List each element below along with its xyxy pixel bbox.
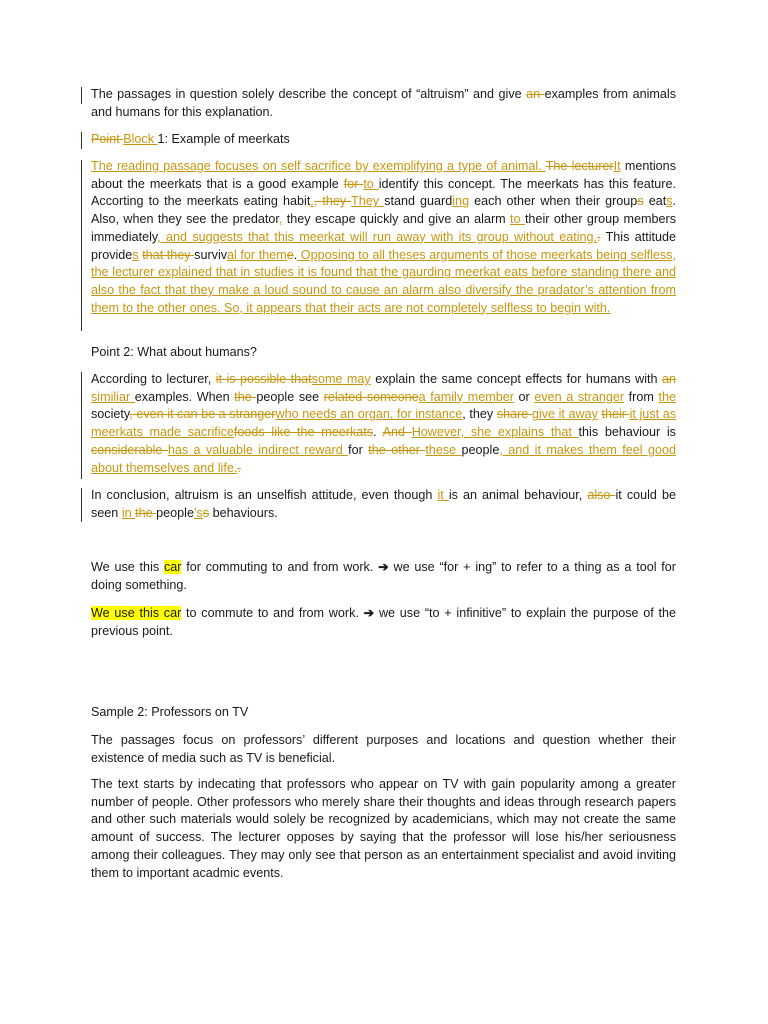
text-run: examples from animals and humans for this explanation. [91, 87, 677, 119]
deleted-text: The lecturer [545, 159, 614, 173]
inserted-text: Block [123, 132, 158, 146]
text-run: This attitude provide [91, 229, 676, 262]
text-run: The passages in question solely describe the concept of “altruism” and give [91, 87, 527, 101]
text-run: people see [256, 389, 324, 404]
inserted-text: it [437, 488, 449, 502]
highlighted-text: We use this car [91, 606, 182, 620]
text-run: mentions about the meerkats that is a good example [91, 159, 676, 191]
inserted-text: in [121, 505, 136, 520]
deleted-text: that they [142, 247, 195, 262]
sample2-heading [91, 704, 676, 722]
inserted-text: , and it makes them feel good about themselves and life. [91, 442, 677, 475]
text-run: or [513, 389, 535, 404]
text-run: from [624, 389, 659, 404]
sample2-body [91, 776, 676, 882]
inserted-text: a family member [418, 389, 514, 404]
deleted-text: , they [313, 194, 352, 209]
change-bar [81, 160, 82, 331]
deleted-text: share [496, 407, 532, 422]
text-run: for [348, 442, 369, 457]
deleted-text: an [526, 87, 545, 101]
inserted-text: these [425, 442, 462, 457]
deleted-text: s [637, 194, 644, 209]
inserted-text: ing [452, 194, 470, 209]
inserted-text: some may [311, 372, 371, 386]
text-run: people [156, 505, 194, 520]
inserted-text: the [658, 389, 676, 404]
text-run: 1: Example of meerkats [157, 132, 290, 146]
deleted-text: the other [368, 442, 426, 457]
text-run: to commute to and from work. [181, 606, 364, 620]
deleted-text: considerable [91, 442, 168, 457]
text-run: for commuting to and from work. [181, 560, 379, 574]
text-run: . [293, 247, 298, 262]
inserted-text: to [363, 176, 379, 191]
text-run: In conclusion, altruism is an unselfish attitude, even though [91, 488, 438, 502]
inserted-text: even a stranger [534, 389, 625, 404]
text-run: The text starts by indecating that professors who appear on TV with gain popularity among a greater number of people. Other professors who merely share their thoughts and ideas through research papers and other such materials would solely be recognized by academicians, which may not create the same amount of success. The lecturer opposes by saying that the professor will lose his/her seriousness among their colleagues. They may only see that person as an entertainment specialist and avoid inviting them to important acadmic events. [91, 777, 676, 880]
point2-heading [91, 344, 676, 362]
change-bar [81, 488, 82, 522]
text-run: Sample 2: Professors on TV [91, 705, 249, 719]
text-run: society [91, 407, 130, 422]
deleted-text: for [343, 176, 364, 191]
deleted-text: also [587, 488, 616, 502]
highlighted-text: car [163, 560, 182, 574]
text-run: surviv [194, 247, 228, 262]
text-run: we use “to + infinitive” to explain the purpose of the previous point. [91, 606, 677, 638]
change-bar [81, 372, 82, 479]
arrow-icon: ➔ [378, 560, 389, 574]
inserted-text: it just as meerkats made sacrifice [91, 407, 677, 440]
text-run: According to lecturer, [91, 372, 216, 386]
deleted-text: an [661, 372, 676, 386]
inserted-text: s [132, 247, 139, 262]
text-run: eat [643, 194, 667, 209]
inserted-text: who needs an organ, for instance [275, 407, 463, 422]
text-run: We use this [91, 560, 164, 574]
text-run: we use “for + ing” to refer to a thing as a tool for doing something. [91, 560, 676, 592]
text-run: Point 2: What about humans? [91, 345, 257, 359]
deleted-text: the [234, 389, 257, 404]
inserted-text: It [613, 159, 621, 173]
change-bar [81, 132, 82, 149]
deleted-text: the [135, 505, 157, 520]
text-run: behaviours. [209, 505, 278, 520]
inserted-text: However, she explains that [411, 425, 579, 440]
text-run: each other when their group [469, 194, 638, 209]
text-run: The passages focus on professors’ different purposes and locations and question whether their existence of media such as TV is beneficial. [91, 733, 676, 765]
text-run: this behaviour is [578, 425, 676, 440]
inserted-text: They [351, 194, 385, 209]
sample2-summary [91, 732, 676, 767]
humans-paragraph [91, 371, 676, 477]
deleted-text: Point [91, 132, 124, 146]
conclusion-paragraph [91, 487, 676, 522]
change-bar [81, 87, 82, 104]
inserted-text: Opposing to all theses arguments of those meerkats being selfless, the lecturer explained that in studies it is found that the gaurding meerkat eats before standing there and also the fact that they make a loud sound to cause an alarm also diversify the pradator’s attention from them to the other ones. So, it appears that their acts are not completely selfless to begin with. [91, 247, 677, 315]
inserted-text: s [666, 194, 673, 209]
deleted-text: . [237, 460, 241, 475]
inserted-text: to [510, 212, 525, 227]
intro-paragraph [91, 86, 676, 121]
text-run: explain the same concept effects for humans with [370, 372, 662, 386]
inserted-text: al for them [227, 247, 287, 262]
inserted-text: , and suggests that this meerkat will run away with its group without eating. [157, 229, 598, 244]
block1-heading [91, 131, 676, 149]
text-run: identify this concept. The meerkats has this feature. Accorting to the meerkats eating habit [91, 176, 676, 209]
text-run: people [461, 442, 500, 457]
inserted-text: The reading passage focuses on self sacrifice by exemplifying a type of animal. [91, 159, 546, 173]
text-run: is an animal behaviour, [448, 488, 588, 502]
deleted-text: , even it can be a stranger [129, 407, 276, 422]
grammar-note-2 [91, 605, 676, 640]
text-run: their other group members immediately [91, 212, 677, 244]
inserted-text: ’s [193, 505, 203, 520]
text-run: . Also, when they see the predator [91, 194, 676, 227]
grammar-note-1 [91, 559, 676, 594]
inserted-text: has a valuable indirect reward [167, 442, 349, 457]
deleted-text: related someone [323, 389, 419, 404]
deleted-text: it is possible that [215, 372, 312, 386]
text-run: it could be seen [91, 488, 676, 520]
deleted-text: And [382, 425, 412, 440]
deleted-text: s [202, 505, 210, 520]
text-run: . [373, 425, 383, 440]
deleted-text: their [601, 407, 630, 422]
inserted-text: similiar [91, 389, 135, 404]
meerkats-paragraph [91, 158, 676, 317]
inserted-text: , [278, 212, 283, 227]
arrow-icon: ➔ [363, 606, 375, 620]
text-run: examples. When [134, 389, 235, 404]
deleted-text: foods like the meerkats [233, 425, 374, 440]
deleted-text: . [597, 229, 601, 244]
text-run: they escape quickly and give an alarm [282, 212, 511, 227]
text-run: stand guard [384, 194, 453, 209]
inserted-text: . [310, 194, 314, 209]
text-run: , they [462, 407, 497, 422]
deleted-text: e [286, 247, 294, 262]
inserted-text: give it away [531, 407, 598, 422]
